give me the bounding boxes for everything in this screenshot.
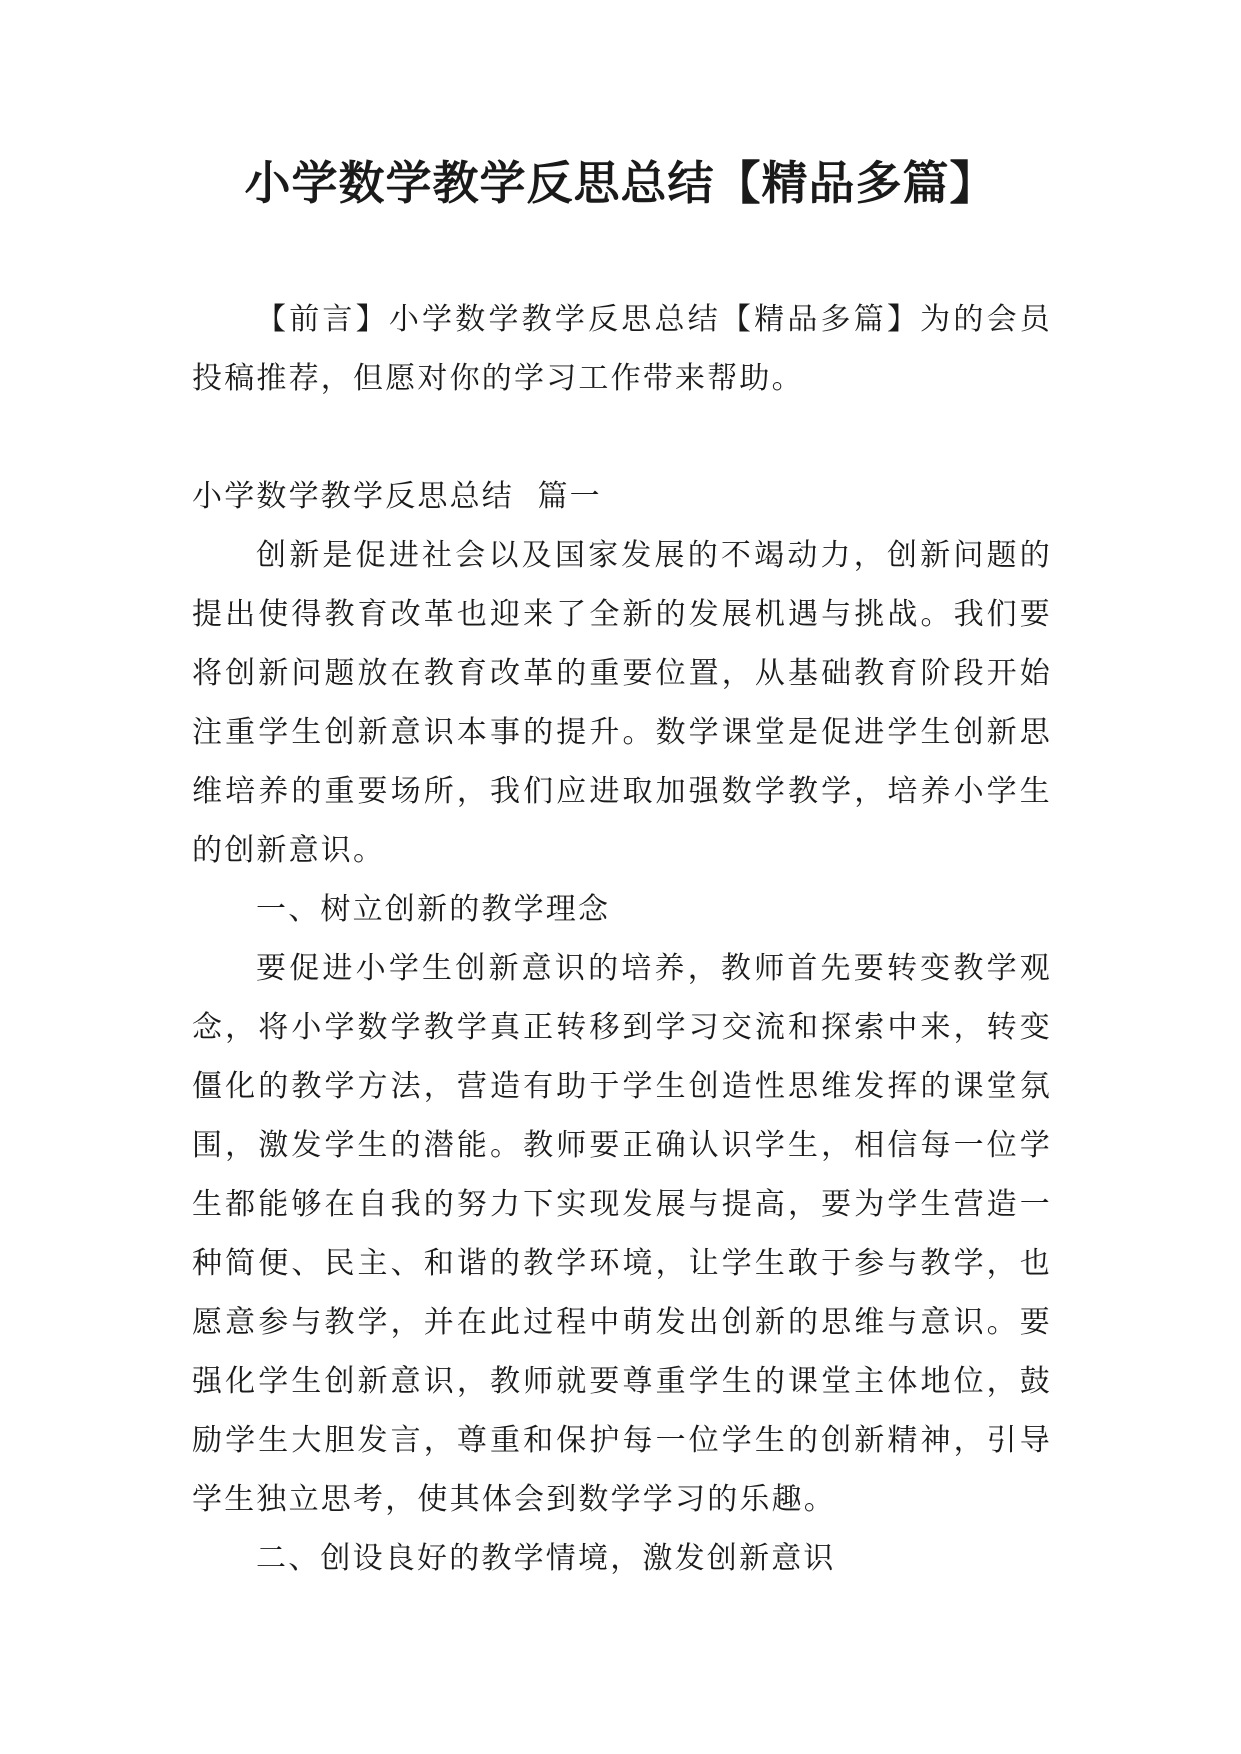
spacer [192, 408, 1052, 467]
document-body [192, 290, 1052, 1588]
body-paragraph: 创新是促进社会以及国家发展的不竭动力，创新问题的提出使得教育改革也迎来了全新的发展机遇与挑战。我们要将创新问题放在教育改革的重要位置，从基础教育阶段开始注重学生创新意识本事的提升。数学课堂是促进学生创新思维培养的重要场所，我们应进取加强数学教学，培养小学生的创新意识。 [192, 538, 1052, 868]
section-title: 小学数学教学反思总结 篇一 [192, 479, 602, 514]
document-title: 小学数学教学反思总结【精品多篇】 [244, 156, 997, 210]
subheading: 二、创设良好的教学情境，激发创新意识 [256, 1541, 836, 1576]
preface-paragraph: 【前言】小学数学教学反思总结【精品多篇】为的会员投稿推荐，但愿对你的学习工作带来帮助。 [192, 302, 1052, 396]
body-paragraph: 要促进小学生创新意识的培养，教师首先要转变教学观念，将小学数学教学真正转移到学习交流和探索中来，转变僵化的教学方法，营造有助于学生创造性思维发挥的课堂氛围，激发学生的潜能。教师要正确认识学生，相信每一位学生都能够在自我的努力下实现发展与提高，要为学生营造一种简便、民主、和谐的教学环境，让学生敢于参与教学，也愿意参与教学，并在此过程中萌发出创新的思维与意识。要强化学生创新意识，教师就要尊重学生的课堂主体地位，鼓励学生大胆发言，尊重和保护每一位学生的创新精神，引导学生独立思考，使其体会到数学学习的乐趣。 [192, 951, 1052, 1517]
subheading: 一、树立创新的教学理念 [256, 892, 611, 927]
